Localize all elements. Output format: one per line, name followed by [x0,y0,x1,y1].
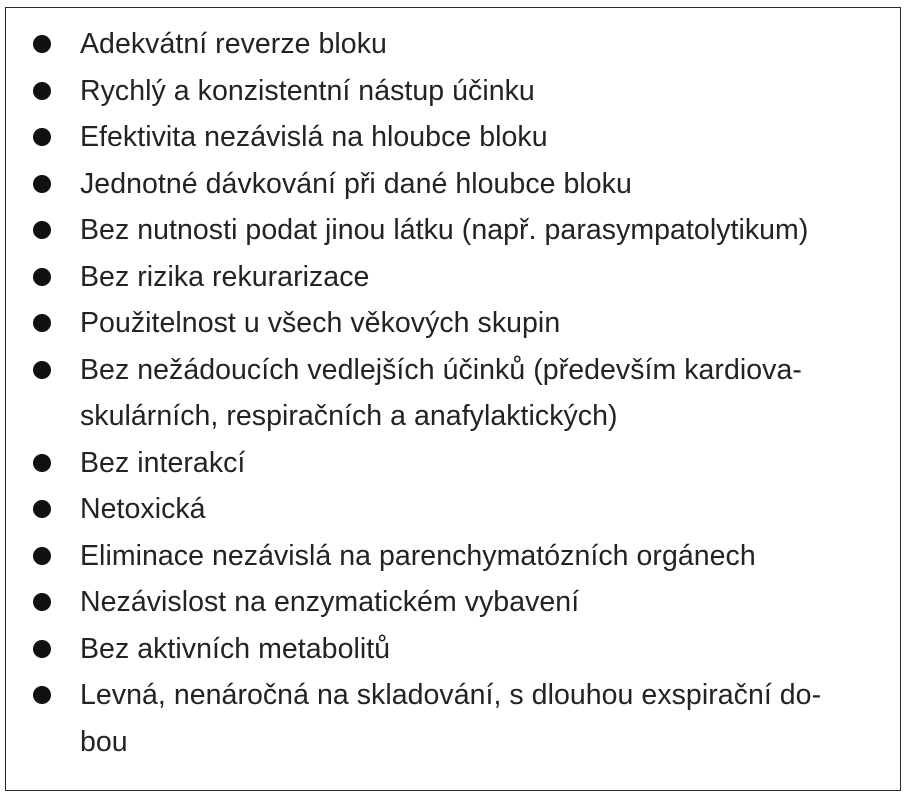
list-item [33,114,821,161]
list-item-text: skulárních, respiračních a anafylaktických) [80,400,618,432]
bullet-icon [33,128,51,146]
list-item [33,347,821,440]
list-item [33,626,821,673]
bullet-icon [33,82,51,100]
bullet-icon [33,500,51,518]
bullet-icon [33,35,51,53]
list-item-text: Efektivita nezávislá na hloubce bloku [80,121,548,153]
list-item-text: Bez nutnosti podat jinou látku (např. parasympatolytikum) [80,214,809,246]
list-item-text: Netoxická [80,493,206,525]
list-item-text: Bez nežádoucích vedlejších účinků (především kardiova- [80,353,802,386]
list-item [33,161,821,208]
content-box [5,7,901,791]
list-item-text: Eliminace nezávislá na parenchymatózních orgánech [80,539,756,572]
list-item-text: Nezávislost na enzymatickém vybavení [80,586,580,618]
list-item-text: bou [80,725,128,758]
list-item-text: Bez aktivních metabolitů [80,632,391,665]
list-item [33,254,821,301]
bullet-icon [33,314,51,332]
bullet-icon [33,454,51,472]
list-item [33,300,821,347]
list-item-text: Rychlý a konzistentní nástup účinku [80,74,535,107]
list-item [33,207,821,254]
list-item [33,440,821,487]
list-item [33,579,821,626]
list-item-text: Použitelnost u všech věkových skupin [80,307,561,339]
bullet-icon [33,640,51,658]
list-item [33,672,821,765]
bullet-icon [33,547,51,565]
list-item-text: Bez rizika rekurarizace [80,260,370,293]
bullet-icon [33,593,51,611]
bullet-icon [33,175,51,193]
list-item [33,68,821,115]
list-item-text: Adekvátní reverze bloku [80,28,387,60]
list-item-text: Levná, nenáročná na skladování, s dlouhou exspirační do- [80,679,822,711]
bullet-icon [33,686,51,704]
list-item [33,486,821,533]
bullet-icon [33,361,51,379]
list-item [33,21,821,68]
list-item-text: Bez interakcí [80,446,246,479]
bullet-icon [33,221,51,239]
bullet-list [33,21,821,765]
bullet-icon [33,268,51,286]
list-item [33,533,821,580]
list-item-text: Jednotné dávkování při dané hloubce bloku [80,167,632,200]
